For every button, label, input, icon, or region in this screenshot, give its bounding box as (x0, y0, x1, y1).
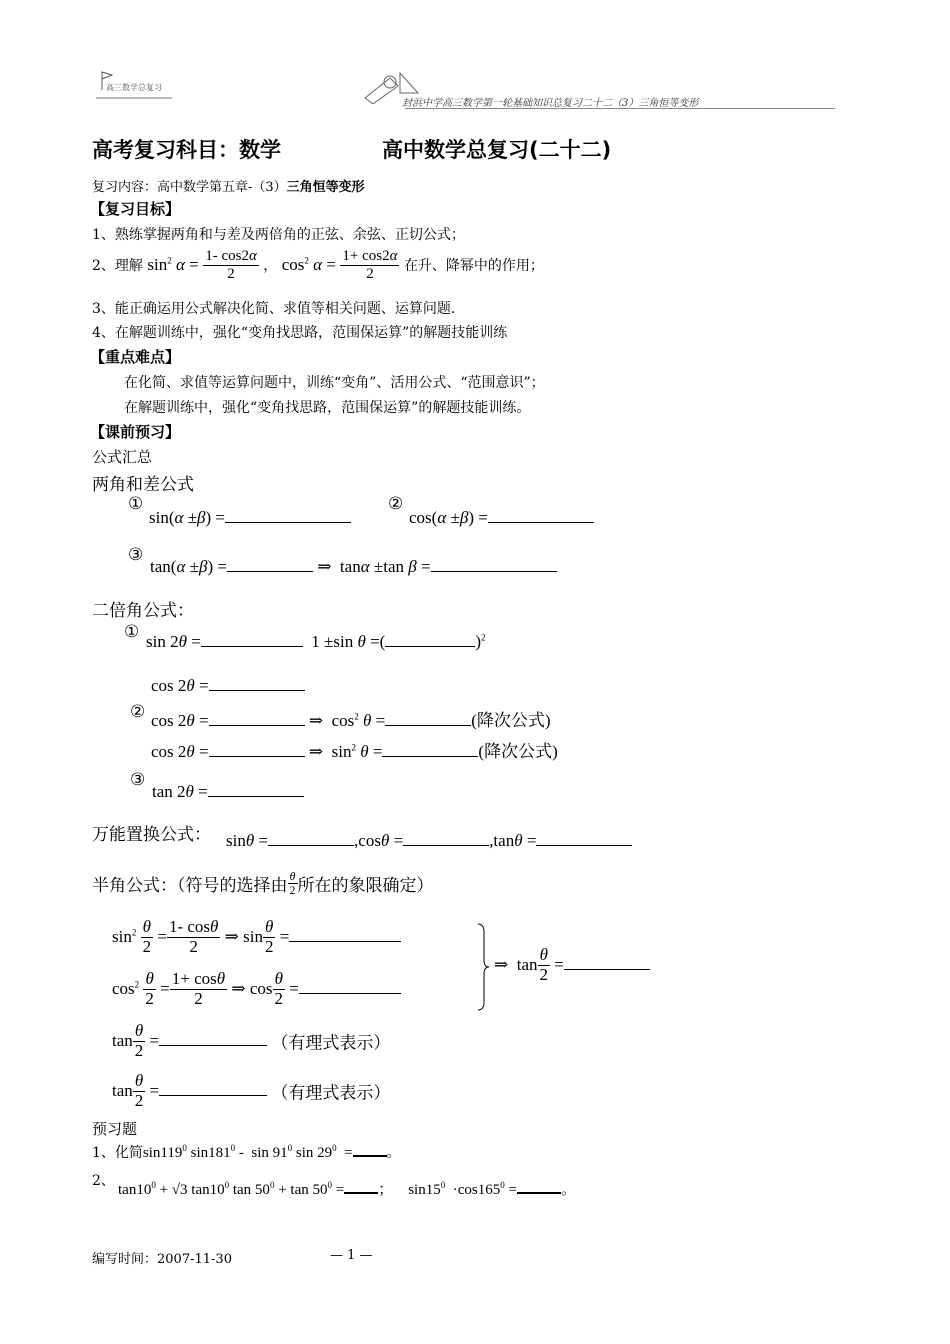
formula-sin-sum: sin(α ±β) = (149, 508, 351, 528)
header-right-text: 封浜中学高三数学第一轮基础知识总复习二十二（3）三角恒等变形 (402, 98, 699, 109)
circle-2b: ② (130, 702, 146, 722)
goal-3: 3、能正确运用公式解决化简、求值等相关问题、运算问题. (92, 301, 456, 317)
goal-1: 1、熟练掌握两角和与差及两倍角的正弦、余弦、正切公式； (92, 227, 465, 243)
page-title-right: 高中数学总复习(二十二) (382, 138, 612, 162)
formula-tan-sum: tan(α ±β) = ⇒ tanα ±tan β = (150, 557, 557, 577)
page-title-left: 高考复习科目：数学 (92, 138, 281, 162)
circle-2: ② (388, 494, 404, 514)
formula-half-tan-rational-2: tan $\frac{\theta}{2}$ = （有理式表示） (112, 1071, 391, 1110)
formula-summary: 公式汇总 (92, 448, 153, 466)
formula-cos2-a: cos 2θ = (151, 676, 305, 696)
exercise-2: $\tan 10^0 + √3$ $\tan 10^0$ $\tan 50^0 + \tan 50^0$ = ； $\sin 15^0 \cdot\cos 165^0$ = 。 (118, 1180, 576, 1198)
sum-diff-heading: 两角和差公式 (92, 475, 194, 495)
header-logo-text: 高三数学总复习 (106, 83, 162, 92)
header-logo (96, 70, 172, 100)
footer-date: 编写时间：2007-11-30 (92, 1252, 232, 1267)
exercises-heading: 预习题 (92, 1120, 138, 1138)
formula-tan2: tan 2θ = (152, 782, 304, 802)
footer-page-number: — 1 — (330, 1248, 373, 1263)
double-heading: 二倍角公式： (92, 601, 194, 621)
key-line-2: 在解题训练中，强化“变角找思路，范围保运算”的解题技能训练。 (124, 400, 531, 416)
formula-half-tan-rational-1: tan $\frac{\theta}{2}$ = （有理式表示） (112, 1021, 391, 1060)
circle-1: ① (128, 494, 144, 514)
circle-3: ③ (128, 545, 144, 565)
exercise-2-label: 2、 (92, 1173, 115, 1189)
formula-cos2-c: cos 2θ = ⇒ $\sin^2 \theta$ = (降次公式) (151, 742, 558, 761)
circle-1b: ① (124, 622, 140, 642)
key-line-1: 在化简、求值等运算问题中，训练“变角”、活用公式、“范围意识”； (124, 375, 545, 391)
formula-half-sin: $\sin^2$ $\frac{\theta}{2}$ = $\frac{1- \cos\theta}{2}$ ⇒ sin $\frac{\theta}{2}$ = (112, 918, 401, 956)
formula-cos-sum: cos(α ±β) = (409, 508, 594, 528)
goal-4: 4、在解题训练中，强化“变角找思路，范围保运算”的解题技能训练 (92, 325, 508, 341)
formula-sin2: sin 2θ = 1 ±sin θ =( )$^2$ (146, 632, 486, 651)
half-heading: 半角公式：（符号的选择由 $\frac{\theta}{2}$ 所在的象限确定） (92, 869, 434, 898)
formula-cos2-b: cos 2θ = ⇒ $\cos^2 \theta$ = (降次公式) (151, 711, 551, 730)
formula-universal: sinθ = ,cosθ = ,tanθ = (226, 831, 632, 851)
goal-2: 2、理解 $\sin^2 \alpha$ = $\frac{1- \cos 2\alpha}{2}$ ， $\cos^2 \alpha$ = $\frac{1+ \cos 2\alpha}{2}$ 在升、降幂中的作用； (92, 248, 544, 282)
universal-heading: 万能置换公式： (92, 825, 211, 845)
formula-half-cos: $\cos^2$ $\frac{\theta}{2}$ = $\frac{1+ \cos\theta}{2}$ ⇒ cos $\frac{\theta}{2}$ = (112, 970, 401, 1008)
goals-heading: 【复习目标】 (90, 200, 181, 218)
subtitle: 复习内容：高中数学第五章-（3）三角恒等变形 (92, 180, 365, 195)
key-heading: 【重点难点】 (90, 348, 181, 366)
exercise-1: 1、化简$\sin 119^0$ $\sin 181^0$ - $\sin 91^0$ $\sin 29^0$ = 。 (92, 1143, 401, 1161)
right-brace (476, 922, 490, 1016)
formula-half-tan: ⇒ tan $\frac{\theta}{2}$ = (494, 946, 650, 984)
preview-heading: 【课前预习】 (90, 423, 181, 441)
circle-3b: ③ (130, 770, 146, 790)
